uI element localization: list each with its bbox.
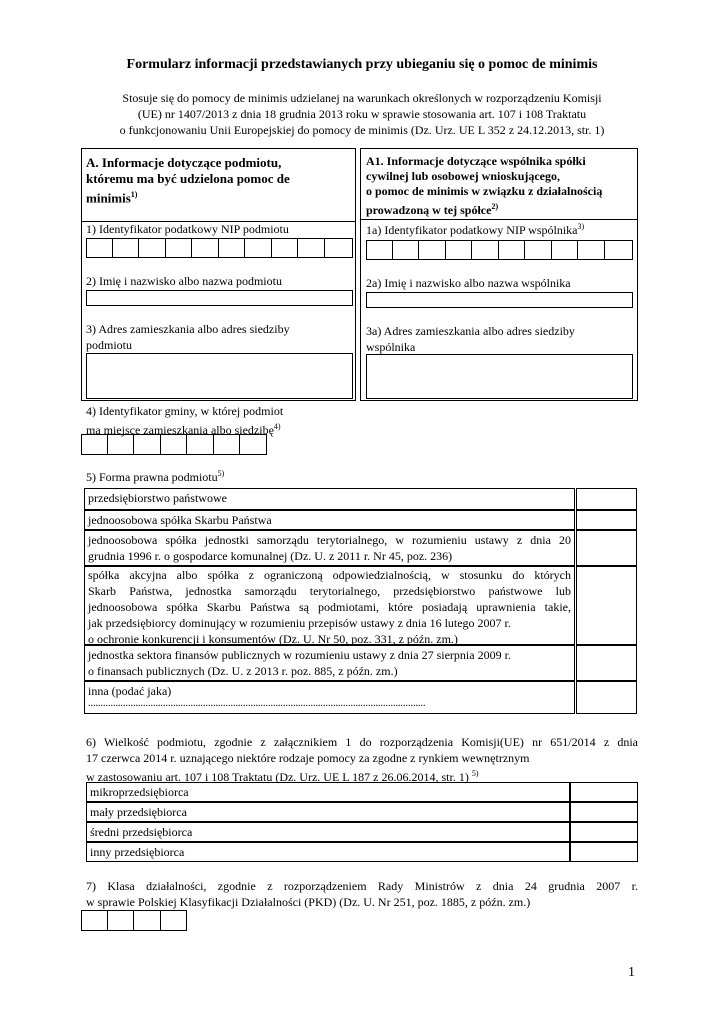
legal-form-option: przedsiębiorstwo państwowe <box>84 488 575 510</box>
size-option: mały przedsiębiorca <box>86 802 570 822</box>
size-option: średni przedsiębiorca <box>86 822 570 842</box>
section-a1-heading: A1. Informacje dotyczące wspólnika spółki cywilnej lub osobowej wnioskującego, o pomoc de minimis w związku z działalnością prowadzoną w tej spółce$^{2)}$ <box>366 154 603 217</box>
name-label: 2) Imię i nazwisko albo nazwa podmiotu <box>86 274 282 288</box>
size-checkbox[interactable] <box>570 822 638 842</box>
legal-form-checkbox[interactable] <box>576 510 637 530</box>
gmina-label: 4) Identyfikator gminy, w której podmiot ma miejsce zamieszkania albo siedzibę$^{4)}$ <box>86 404 284 437</box>
legal-form-checkbox[interactable] <box>576 645 637 681</box>
address-a1-input[interactable] <box>366 354 633 399</box>
legal-form-option: jednoosobowa spółka Skarbu Państwa <box>84 510 575 530</box>
intro-line: o funkcjonowaniu Unii Europejskiej do pomocy de minimis (Dz. Urz. UE L 352 z 24.12.2013, str. 1) <box>119 123 605 137</box>
address-label: 3) Adres zamieszkania albo adres siedziby podmiotu <box>86 322 290 352</box>
address-a1-label: 3a) Adres zamieszkania albo adres siedziby wspólnika <box>366 324 575 354</box>
legal-form-checkbox[interactable] <box>576 681 637 714</box>
name-a1-input[interactable] <box>366 292 633 308</box>
other-input[interactable]: ....................................................................................................................................... <box>88 698 426 709</box>
page-number: 1 <box>628 965 635 980</box>
size-checkbox[interactable] <box>570 782 638 802</box>
size-option: inny przedsiębiorca <box>86 842 570 862</box>
legal-form-checkbox[interactable] <box>576 488 637 510</box>
pkd-input[interactable] <box>81 910 187 931</box>
name-input[interactable] <box>86 290 353 306</box>
nip-label: 1) Identyfikator podatkowy NIP podmiotu <box>86 222 289 236</box>
name-a1-label: 2a) Imię i nazwisko albo nazwa wspólnika <box>366 276 571 290</box>
size-checkbox[interactable] <box>570 842 638 862</box>
legal-form-checkbox[interactable] <box>576 566 637 645</box>
nip-input[interactable] <box>86 238 353 258</box>
pkd-label: 7) Klasa działalności, zgodnie z rozporządzeniem Rady Ministrów z dnia 24 grudnia 2007 r. w sprawie Polskiej Klasyfikacji Działalności (PKD) (Dz. U. Nr 251, poz. 1885, z późn. zm.) <box>86 879 638 909</box>
legal-form-option: spółka akcyjna albo spółka z ograniczoną odpowiedzialnością, w stosunku do których Skarb Państwa, jednostka samorządu terytorialnego, przedsiębiorstwo państwowe lub jednoosobowa spółka Skarbu Państwa są podmiotami, które posiadają uprawnienia takie, jak przedsiębiorcy dominujący w rozumieniu przepisów ustawy z dnia 16 lutego 2007 r. o ochronie konkurencji i konsumentów (Dz. U. Nr 50, poz. 331, z późn. zm.) <box>84 566 575 645</box>
legal-form-checkbox[interactable] <box>576 530 637 566</box>
legal-form-option-other: inna (podać jaka) ....................................................................................................................................... <box>84 681 575 714</box>
intro-line: Stosuje się do pomocy de minimis udzielanej na warunkach określonych w rozporządzeniu Komisji <box>122 91 602 105</box>
intro-line: (UE) nr 1407/2013 z dnia 18 grudnia 2013 roku w sprawie stosowania art. 107 i 108 Traktatu <box>137 107 587 121</box>
address-input[interactable] <box>86 353 353 399</box>
gmina-input[interactable] <box>81 434 267 455</box>
legal-form-label: 5) Forma prawna podmiotu$^{5)}$ <box>86 469 225 484</box>
intro-text <box>60 90 664 138</box>
divider <box>360 219 638 220</box>
page-title: Formularz informacji przedstawianych przy ubieganiu się o pomoc de minimis <box>126 57 598 72</box>
legal-form-option: jednoosobowa spółka jednostki samorządu terytorialnego, w rozumieniu ustawy z dnia 20 grudnia 1996 r. o gospodarce komunalnej (Dz. U. z 2011 r. Nr 45, poz. 236) <box>84 530 575 566</box>
nip-a1-input[interactable] <box>366 240 633 260</box>
size-checkbox[interactable] <box>570 802 638 822</box>
legal-form-option: jednostka sektora finansów publicznych w rozumieniu ustawy z dnia 27 sierpnia 2009 r. o finansach publicznych (Dz. U. z 2013 r. poz. 885, z późn. zm.) <box>84 645 575 681</box>
nip-a1-label: 1a) Identyfikator podatkowy NIP wspólnika$^{3)}$ <box>366 222 585 237</box>
section-a-heading: A. Informacje dotyczące podmiotu, któremu ma być udzielona pomoc de minimis$^{1)}$ <box>86 155 290 206</box>
size-option: mikroprzedsiębiorca <box>86 782 570 802</box>
size-label: 6) Wielkość podmiotu, zgodnie z załącznikiem 1 do rozporządzenia Komisji(UE) nr 651/2014 z dnia 17 czerwca 2014 r. uznającego niektóre rodzaje pomocy za zgodne z rynkiem wewnętrznym w zastosowaniu art. 107 i 108 Traktatu (Dz. Urz. UE L 187 z 26.06.2014, str. 1) $^{5)}$ <box>86 735 638 784</box>
